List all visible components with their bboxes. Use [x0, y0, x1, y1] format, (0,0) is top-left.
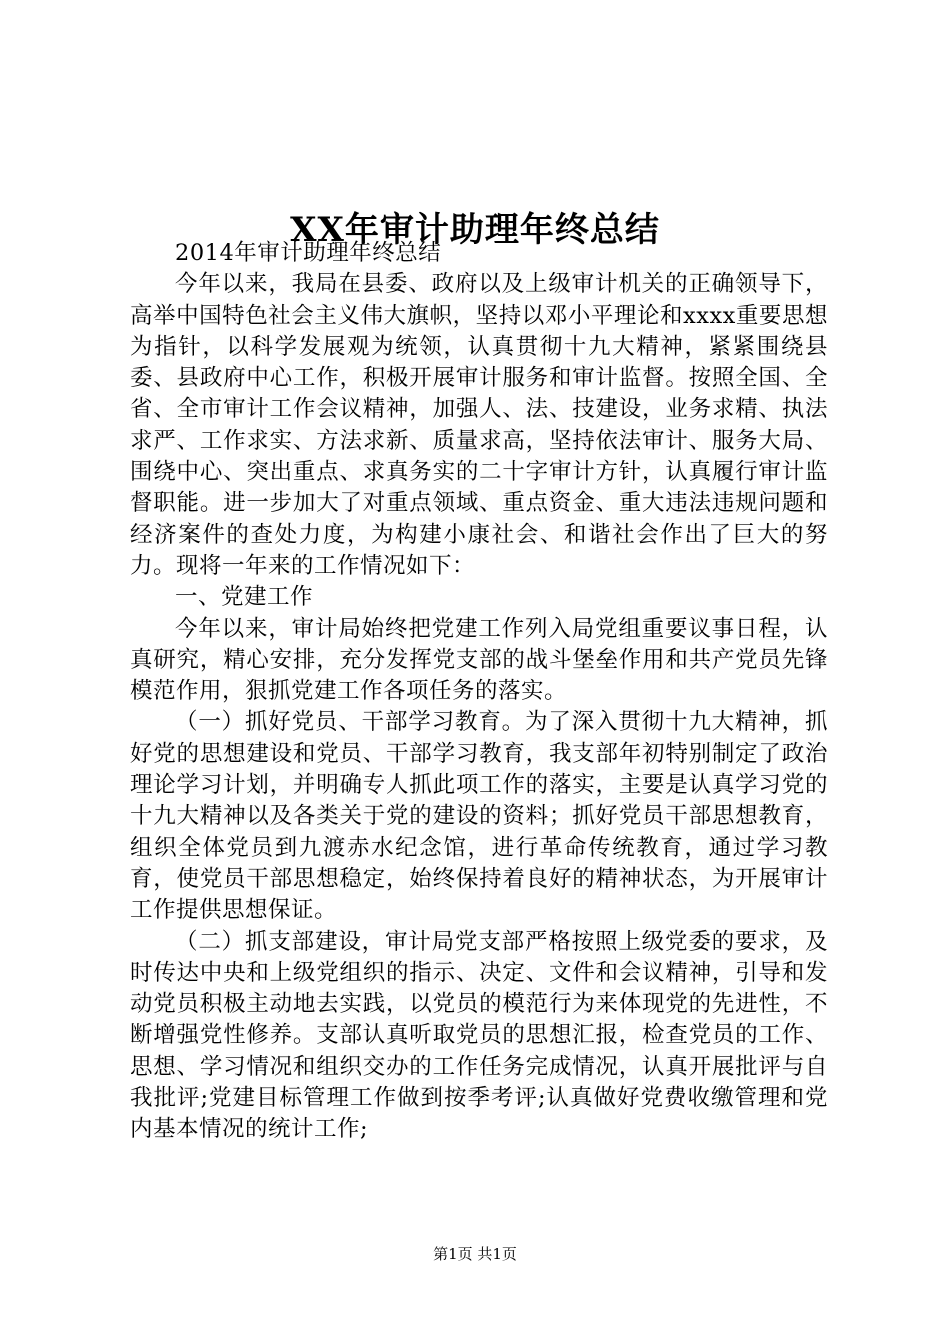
paragraph-intro: 今年以来，我局在县委、政府以及上级审计机关的正确领导下，高举中国特色社会主义伟大旗帜，坚持以邓小平理论和xxxx重要思想为指针，以科学发展观为统领，认真贯彻十九大精神，紧紧围绕县委、县政府中心工作，积极开展审计服务和审计监督。按照全国、全省、全市审计工作会议精神，加强人、法、技建设，业务求精、执法求严、工作求实、方法求新、质量求高，坚持依法审计、服务大局、围绕中心、突出重点、求真务实的二十字审计方针，认真履行审计监督职能。进一步加大了对重点领域、重点资金、重大违法违规问题和经济案件的查处力度，为构建小康社会、和谐社会作出了巨大的努力。现将一年来的工作情况如下： — [130, 271, 828, 579]
document-body — [130, 238, 828, 1146]
paragraph-party-building: 今年以来，审计局始终把党建工作列入局党组重要议事日程，认真研究，精心安排，充分发挥党支部的战斗堡垒作用和共产党员先锋模范作用，狠抓党建工作各项任务的落实。 — [130, 615, 828, 705]
paragraph-branch-building: （二）抓支部建设，审计局党支部严格按照上级党委的要求，及时传达中央和上级党组织的指示、决定、文件和会议精神，引导和发动党员积极主动地去实践，以党员的模范行为来体现党的先进性，不断增强党性修养。支部认真听取党员的思想汇报，检查党员的工作、思想、学习情况和组织交办的工作任务完成情况，认真开展批评与自我批评;党建目标管理工作做到按季考评;认真做好党费收缴管理和党内基本情况的统计工作; — [130, 928, 828, 1143]
page-footer: 第1页 共1页 — [433, 1245, 517, 1263]
section-heading-party-building: 一、党建工作 — [175, 584, 314, 611]
paragraph-study-education: （一）抓好党员、干部学习教育。为了深入贯彻十九大精神，抓好党的思想建设和党员、干部学习教育，我支部年初特别制定了政治理论学习计划，并明确专人抓此项工作的落实，主要是认真学习党的十九大精神以及各类关于党的建设的资料；抓好党员干部思想教育，组织全体党员到九渡赤水纪念馆，进行革命传统教育，通过学习教育，使党员干部思想稳定，始终保持着良好的精神状态，为开展审计工作提供思想保证。 — [130, 709, 828, 924]
paragraph-subtitle: 2014年审计助理年终总结 — [175, 240, 442, 266]
document-title: XX年审计助理年终总结 — [290, 209, 660, 250]
